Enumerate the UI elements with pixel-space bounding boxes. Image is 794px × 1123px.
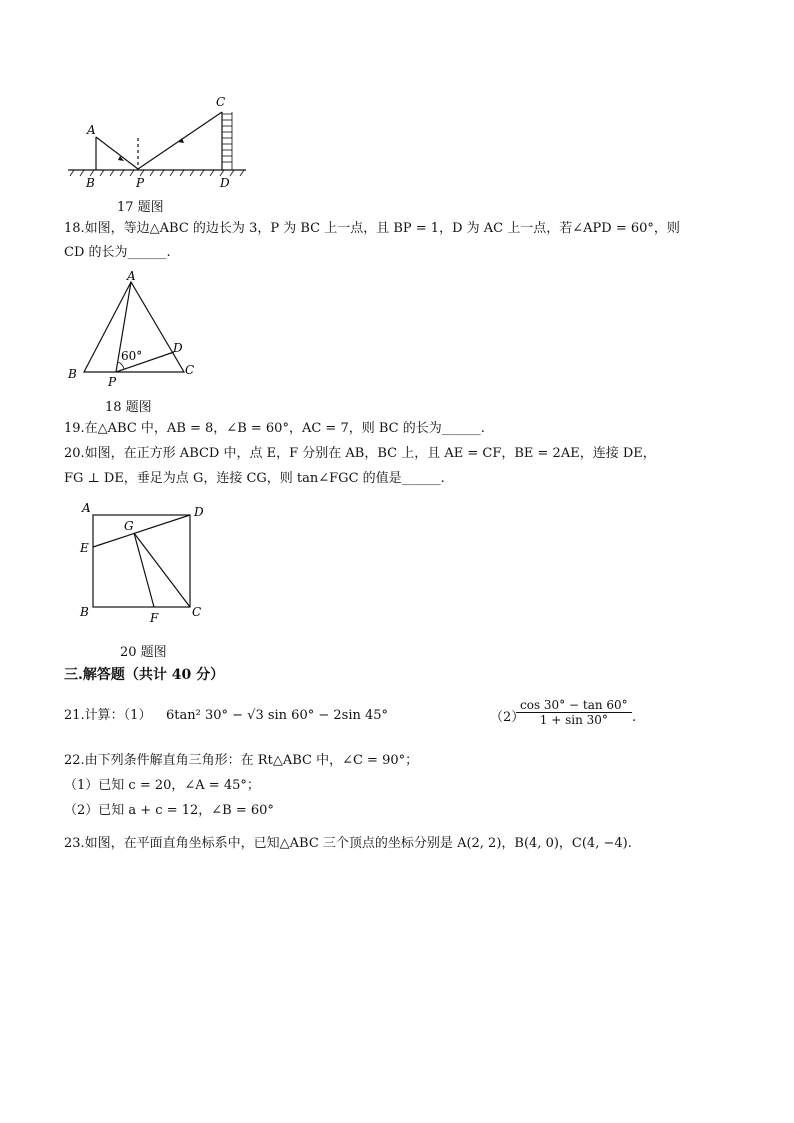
label-C: C [216, 95, 226, 109]
fraction-numerator: cos 30° − tan 60° [516, 698, 632, 713]
label-D: D [173, 341, 183, 355]
question-22-line2: （1）已知 c = 20，∠A = 45°； [64, 778, 260, 793]
section-title: 三.解答题（共计 40 分） [64, 667, 225, 683]
question-21-fraction [516, 698, 632, 727]
ray-AP [96, 137, 138, 169]
wall-hatching [222, 112, 232, 170]
label-E: E [80, 541, 89, 555]
question-22-line3: （2）已知 a + c = 12，∠B = 60° [64, 803, 274, 818]
angle-label: 60° [121, 349, 143, 363]
label-A: A [82, 501, 91, 515]
figure-18 [62, 270, 212, 390]
figure-17-caption: 17 题图 [117, 200, 164, 215]
question-21-prefix: 21.计算：（1） [64, 708, 152, 723]
label-P: P [136, 176, 145, 190]
figure-20 [72, 500, 222, 630]
question-18-line1: 18.如图，等边△ABC 的边长为 3，P 为 BC 上一点，且 BP = 1，D 为 AC 上一点，若∠APD = 60°，则 [64, 221, 680, 236]
segment-GC [134, 533, 190, 607]
question-20-line2: FG ⊥ DE，垂足为点 G，连接 CG，则 tan∠FGC 的值是______. [64, 471, 445, 486]
question-20-line1: 20.如图，在正方形 ABCD 中，点 E，F 分别在 AB，BC 上，且 AE = CF，BE = 2AE，连接 DE， [64, 446, 656, 461]
label-G: G [124, 519, 134, 533]
ground-hatching [70, 170, 244, 176]
label-D: D [194, 505, 204, 519]
label-A: A [87, 123, 96, 137]
figure-18-caption: 18 题图 [105, 400, 152, 415]
label-B: B [86, 176, 95, 190]
angle-arc [118, 362, 124, 369]
label-D: D [220, 176, 230, 190]
question-21-end: . [632, 710, 637, 725]
label-B: B [80, 605, 89, 619]
label-C: C [192, 605, 202, 619]
label-B: B [68, 367, 77, 381]
label-C: C [185, 363, 195, 377]
segment-GF [134, 533, 154, 607]
question-23: 23.如图，在平面直角坐标系中，已知△ABC 三个顶点的坐标分别是 A(2, 2)，B(4, 0)，C(4, −4). [64, 836, 632, 851]
fraction-denominator: 1 + sin 30° [539, 713, 608, 727]
label-P: P [108, 375, 117, 389]
label-A: A [127, 270, 136, 283]
figure-20-caption: 20 题图 [120, 645, 167, 660]
question-22-line1: 22.由下列条件解直角三角形：在 Rt△ABC 中，∠C = 90°； [64, 753, 419, 768]
question-21-part2: （2） [490, 710, 525, 725]
question-18-line2: CD 的长为______. [64, 245, 171, 260]
question-21-expr1: 6tan² 30° − √3 sin 60° − 2sin 45° [166, 708, 389, 723]
label-F: F [150, 611, 159, 625]
figure-17 [60, 90, 260, 190]
question-19: 19.在△ABC 中，AB = 8，∠B = 60°，AC = 7，则 BC 的长为______. [64, 421, 485, 436]
